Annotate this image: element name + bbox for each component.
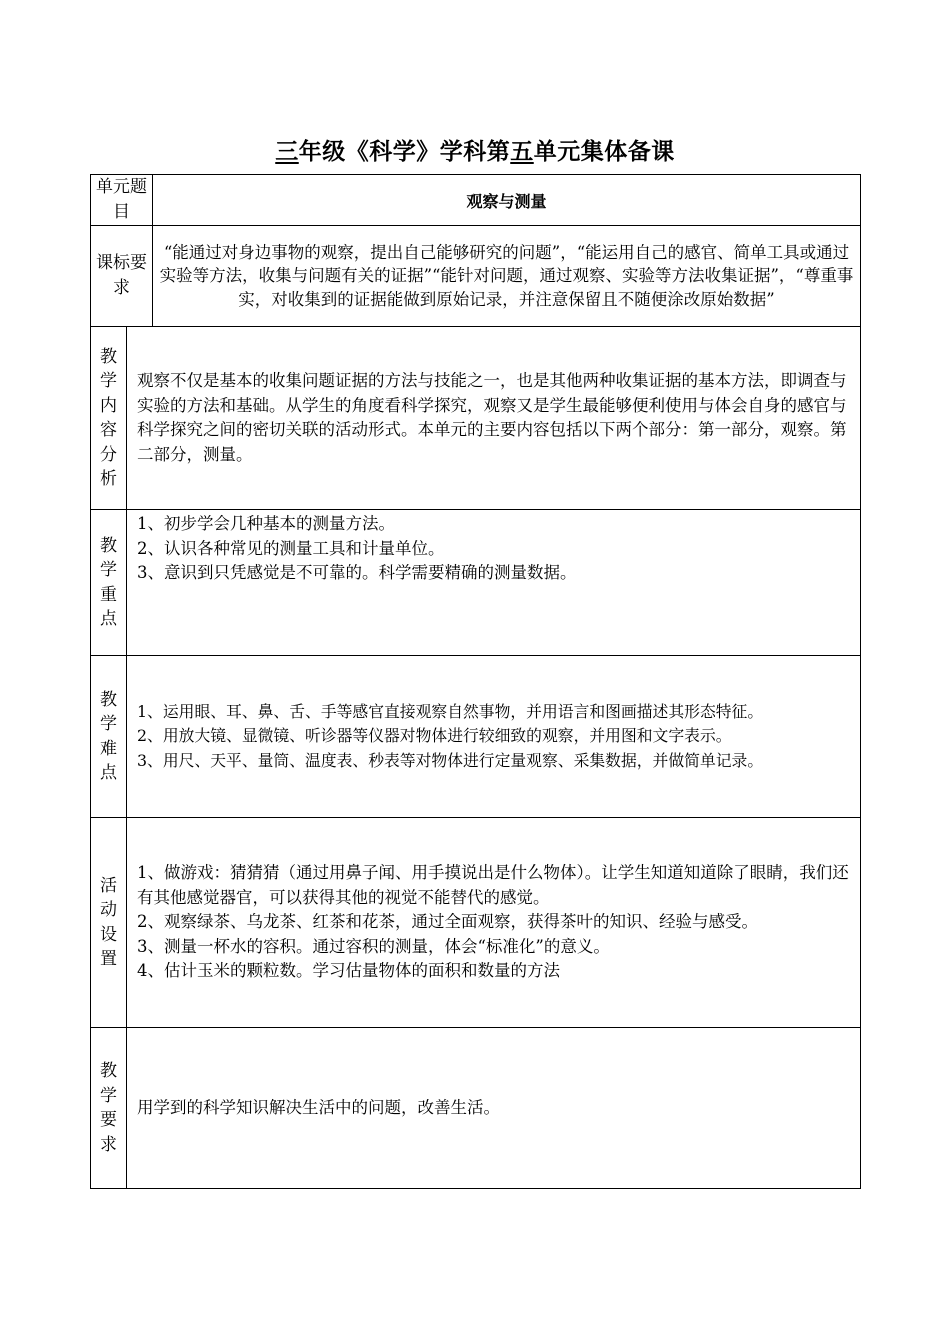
label-char: 内: [100, 395, 117, 416]
label-char: 重: [100, 584, 117, 605]
label-char: 学: [100, 714, 117, 734]
activities-label: [91, 818, 127, 1028]
label-char: 分: [100, 444, 117, 465]
row-difficulties: [91, 656, 861, 818]
requirements-text: [127, 1028, 861, 1189]
row-activities: [91, 818, 861, 1028]
unit-topic-value: 观察与测量: [153, 175, 861, 226]
grade-number: 三: [275, 139, 299, 165]
row-unit-topic: [91, 175, 861, 226]
list-item: 2、认识各种常见的测量工具和计量单位。: [137, 538, 445, 558]
label-char: 教: [100, 1061, 117, 1081]
list-item: 4、估计玉米的颗粒数。学习估量物体的面积和数量的方法: [137, 961, 560, 981]
unit-topic-label: 单元题目: [91, 175, 153, 226]
list-item: 3、意识到只凭感觉是不可靠的。科学需要精确的测量数据。: [137, 563, 577, 582]
label-char: 要: [100, 1110, 117, 1130]
label-char: 求: [100, 1134, 117, 1155]
list-item: 1、初步学会几种基本的测量方法。: [137, 514, 395, 533]
label-char: 学: [100, 1085, 117, 1106]
label-char: 学: [100, 560, 117, 580]
label-char: 动: [100, 900, 117, 920]
label-char: 教: [100, 689, 117, 710]
curriculum-standard-text: “能通过对身边事物的观察，提出自己能够研究的问题”，“能运用自己的感官、简单工具或通过实验等方法，收集与问题有关的证据”“能针对问题，通过观察、实验等方法收集证据”，“尊重事实，对收集到的证据能做到原始记录，并注意保留且不随便涂改原始数据”: [153, 226, 861, 327]
list-item: 1、做游戏：猜猜猜（通过用鼻子闻、用手摸说出是什么物体）。让学生知道知道除了眼睛，我们还有其他感觉器官，可以获得其他的视觉不能替代的感觉。: [137, 863, 849, 907]
row-key-points: [91, 510, 861, 656]
label-char: 容: [100, 420, 117, 440]
label-char: 学: [100, 371, 117, 391]
requirements-label: [91, 1028, 127, 1189]
label-char: 活: [100, 875, 117, 896]
content-analysis-text: [127, 327, 861, 510]
list-item: 1、运用眼、耳、鼻、舌、手等感官直接观察自然事物，并用语言和图画描述其形态特征。: [137, 701, 764, 721]
key-points-list: [127, 510, 861, 656]
list-item: 3、用尺、天平、量筒、温度表、秒表等对物体进行定量观察、采集数据，并做简单记录。: [137, 750, 764, 770]
content-analysis-label: [91, 327, 127, 510]
unit-number: 五: [510, 139, 534, 165]
difficulties-list: [127, 656, 861, 818]
lesson-plan-table: [90, 174, 861, 1189]
label-char: 置: [100, 949, 117, 969]
label-char: 设: [100, 924, 117, 945]
row-requirements: [91, 1028, 861, 1189]
requirements-paragraph: 用学到的科学知识解决生活中的问题，改善生活。: [137, 1097, 500, 1117]
label-char: 点: [100, 763, 117, 783]
list-item: 2、用放大镜、显微镜、听诊器等仪器对物体进行较细致的观察，并用图和文字表示。: [137, 726, 732, 746]
label-char: 点: [100, 609, 117, 629]
label-char: 难: [100, 738, 117, 759]
label-char: 教: [100, 535, 117, 556]
list-item: 3、测量一杯水的容积。通过容积的测量，体会“标准化”的意义。: [137, 936, 610, 956]
title-text-b: 单元集体备课: [533, 139, 675, 165]
label-char: 教: [100, 346, 117, 367]
row-content-analysis: [91, 327, 861, 510]
title-text-a: 年级《科学》学科第: [298, 139, 511, 165]
page-title: [0, 133, 950, 166]
difficulties-label: [91, 656, 127, 818]
row-curriculum-standard: [91, 226, 861, 327]
activities-list: [127, 818, 861, 1028]
curriculum-standard-label: 课标要求: [91, 226, 153, 327]
label-char: 析: [100, 469, 117, 489]
content-analysis-paragraph: 观察不仅是基本的收集问题证据的方法与技能之一，也是其他两种收集证据的基本方法，即调查与实验的方法和基础。从学生的角度看科学探究，观察又是学生最能够便利使用与体会自身的感官与科学探究之间的密切关联的活动形式。本单元的主要内容包括以下两个部分：第一部分，观察。第二部分，测量。: [137, 371, 847, 464]
key-points-label: [91, 510, 127, 656]
list-item: 2、观察绿茶、乌龙茶、红茶和花茶，通过全面观察，获得茶叶的知识、经验与感受。: [137, 912, 758, 932]
